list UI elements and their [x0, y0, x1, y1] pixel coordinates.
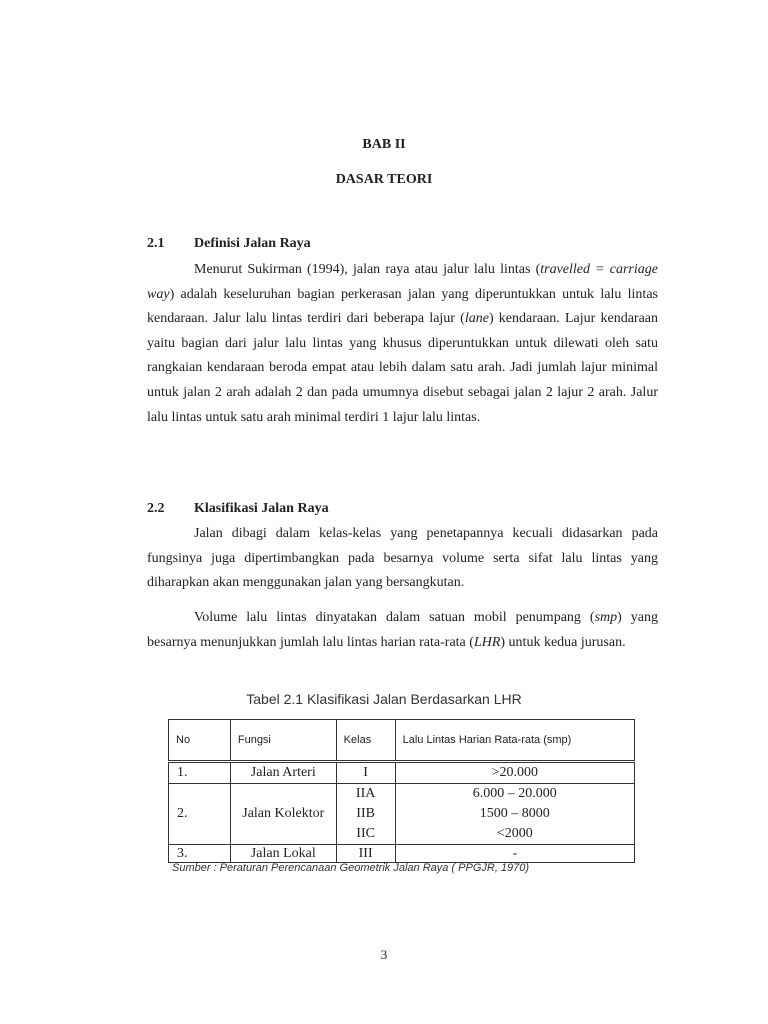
cell-fungsi: Jalan Kolektor — [230, 784, 336, 845]
header-kelas: Kelas — [336, 720, 395, 762]
cell-kelas: IIA — [336, 784, 395, 805]
paragraph-text: ) yang besarnya menunjukkan jumlah lalu lintas harian rata-rata ( — [147, 610, 658, 650]
italic-term: LHR — [473, 634, 501, 650]
table-caption: Tabel 2.1 Klasifikasi Jalan Berdasarkan LHR — [246, 691, 522, 707]
cell-no: 3. — [169, 845, 231, 863]
table-row — [169, 762, 635, 784]
table-header-row — [169, 720, 635, 762]
cell-fungsi: Jalan Lokal — [230, 845, 336, 863]
cell-kelas: I — [336, 762, 395, 784]
cell-lhr: 1500 – 8000 — [395, 804, 634, 824]
page-number: 3 — [380, 947, 388, 962]
chapter-title: DASAR TEORI — [335, 172, 433, 187]
cell-lhr: - — [395, 845, 634, 863]
cell-no: 1. — [169, 762, 231, 784]
paragraph-volume — [147, 606, 658, 655]
paragraph-klasifikasi — [147, 522, 658, 596]
cell-no: 2. — [169, 784, 231, 845]
paragraph-text: ) adalah keseluruhan bagian perkerasan jalan yang diperuntukkan untuk lalu lintas kendaraan. Jalur lalu lintas terdiri dari beberapa lajur ( — [147, 286, 658, 327]
table-row — [169, 784, 635, 805]
paragraph-text: ) kendaraan. Lajur kendaraan yaitu bagian dari jalur lalu lintas yang khusus diperuntukkan untuk dilewati oleh satu rangkaian kendaraan beroda empat atau lebih dalam satu arah. Jadi jumlah lajur minimal untuk jalan 2 arah adalah 2 dan pada umumnya disebut sebagai jalan 2 lajur 2 arah. Jalur lalu lintas untuk satu arah minimal terdiri 1 lajur lalu lintas. — [147, 311, 658, 425]
italic-term: travelled = carriage way — [147, 262, 658, 302]
paragraph-definisi — [147, 258, 658, 430]
italic-term: lane — [464, 311, 489, 327]
header-no: No — [169, 720, 231, 762]
section-title-2-1: Definisi Jalan Raya — [194, 236, 311, 251]
paragraph-text: ) untuk kedua jurusan. — [500, 634, 626, 650]
cell-kelas: III — [336, 845, 395, 863]
cell-lhr: >20.000 — [395, 762, 634, 784]
chapter-number: BAB II — [362, 137, 406, 152]
table-source-note: Sumber : Peraturan Perencanaan Geometrik Jalan Raya ( PPGJR, 1970) — [172, 862, 530, 874]
italic-term: smp — [594, 610, 618, 625]
section-title-2-2: Klasifikasi Jalan Raya — [194, 501, 329, 516]
paragraph-text: Volume lalu lintas dinyatakan dalam satuan mobil penumpang ( — [194, 610, 595, 625]
cell-lhr: <2000 — [395, 824, 634, 845]
cell-kelas: IIC — [336, 824, 395, 845]
paragraph-text: Jalan dibagi dalam kelas-kelas yang penetapannya kecuali didasarkan pada fungsinya juga dipertimbangkan pada besarnya volume serta sifat lalu lintas yang diharapkan akan menggunakan jalan yang bersangkutan. — [147, 526, 658, 591]
cell-kelas: IIB — [336, 804, 395, 824]
section-number-2-1: 2.1 — [147, 236, 165, 251]
paragraph-text: Menurut Sukirman (1994), jalan raya atau jalur lalu lintas ( — [194, 262, 541, 277]
lhr-classification-table — [168, 719, 635, 863]
section-number-2-2: 2.2 — [147, 501, 165, 516]
cell-lhr: 6.000 – 20.000 — [395, 784, 634, 805]
table-row — [169, 845, 635, 863]
cell-fungsi: Jalan Arteri — [230, 762, 336, 784]
header-lhr: Lalu Lintas Harian Rata-rata (smp) — [395, 720, 634, 762]
header-fungsi: Fungsi — [230, 720, 336, 762]
